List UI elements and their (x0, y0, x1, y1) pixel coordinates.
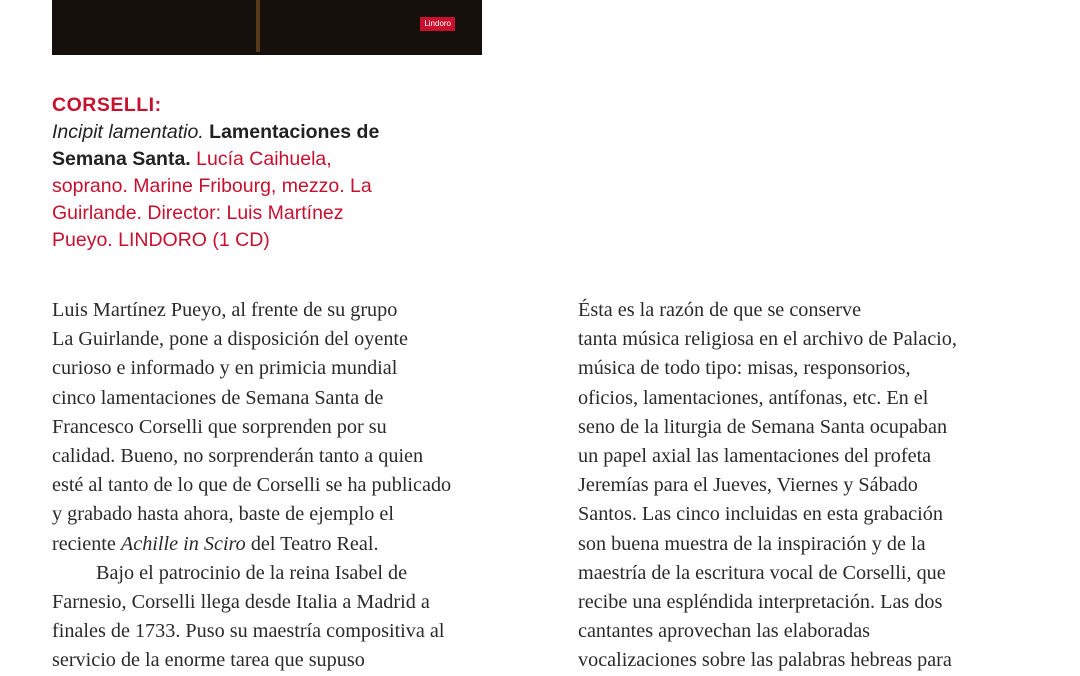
text-line: un papel axial las lamentaciones del profeta (578, 445, 932, 468)
text-fragment: del Teatro Real. (245, 532, 379, 555)
left-column-text (52, 296, 512, 676)
text-line: Luis Martínez Pueyo, al frente de su grupo (52, 299, 398, 321)
review-header (52, 92, 492, 254)
text-fragment: reciente (52, 532, 121, 555)
text-line: Bajo el patrocinio de la reina Isabel de (96, 561, 408, 584)
cover-spine (256, 0, 260, 52)
credits-line: Lucía Caihuela, (190, 148, 332, 170)
text-line: oficios, lamentaciones, antífonas, etc. En el (578, 386, 929, 409)
text-line: recibe una espléndida interpretación. Las dos (578, 591, 943, 614)
text-line: son buena muestra de la inspiración y de la (578, 532, 926, 555)
text-line: cinco lamentaciones de Semana Santa de (52, 386, 384, 409)
work-title-line-2 (52, 146, 492, 173)
text-line: esté al tanto de lo que de Corselli se ha publicado (52, 474, 452, 497)
text-line: finales de 1733. Puso su maestría compositiva al (52, 620, 445, 643)
text-line: Ésta es la razón de que se conserve (578, 299, 862, 321)
opera-title: Achille in Sciro (120, 532, 246, 555)
work-title-bold-1: Lamentaciones de (203, 121, 380, 143)
text-line: La Guirlande, pone a disposición del oyente (52, 328, 408, 351)
work-title-italic: Incipit lamentatio. (52, 121, 204, 143)
credits-line: Guirlande. Director: Luis Martínez (52, 202, 344, 224)
text-line: y grabado hasta ahora, baste de ejemplo el (52, 503, 394, 526)
work-title-line-1 (52, 119, 492, 146)
composer-title: CORSELLI: (52, 94, 162, 116)
text-line: Santos. Las cinco incluidas en esta grabación (578, 503, 943, 526)
text-line: Jeremías para el Jueves, Viernes y Sábado (578, 474, 918, 497)
text-line: seno de la liturgia de Semana Santa ocupaban (578, 415, 948, 438)
text-line: vocalizaciones sobre las palabras hebreas para (578, 649, 952, 672)
text-line: cantantes aprovechan las elaboradas (578, 620, 871, 643)
lindoro-logo: Lindoro (420, 17, 455, 31)
text-line: música de todo tipo: misas, responsorios, (578, 357, 911, 380)
work-title-bold-2: Semana Santa. (52, 148, 191, 170)
right-column-text (578, 296, 1038, 676)
album-cover-image (52, 0, 482, 55)
text-line: curioso e informado y en primicia mundial (52, 357, 398, 380)
credits-line: soprano. Marine Fribourg, mezzo. La (52, 175, 372, 197)
text-line (52, 530, 512, 559)
text-line: tanta música religiosa en el archivo de Palacio, (578, 328, 957, 351)
text-line: calidad. Bueno, no sorprenderán tanto a quien (52, 445, 424, 468)
credits-line: Pueyo. LINDORO (1 CD) (52, 229, 270, 251)
text-line: Farnesio, Corselli llega desde Italia a Madrid a (52, 591, 430, 614)
text-line: maestría de la escritura vocal de Corselli, que (578, 561, 946, 584)
text-line: servicio de la enorme tarea que supuso (52, 649, 365, 672)
text-line: Francesco Corselli que sorprenden por su (52, 415, 387, 438)
